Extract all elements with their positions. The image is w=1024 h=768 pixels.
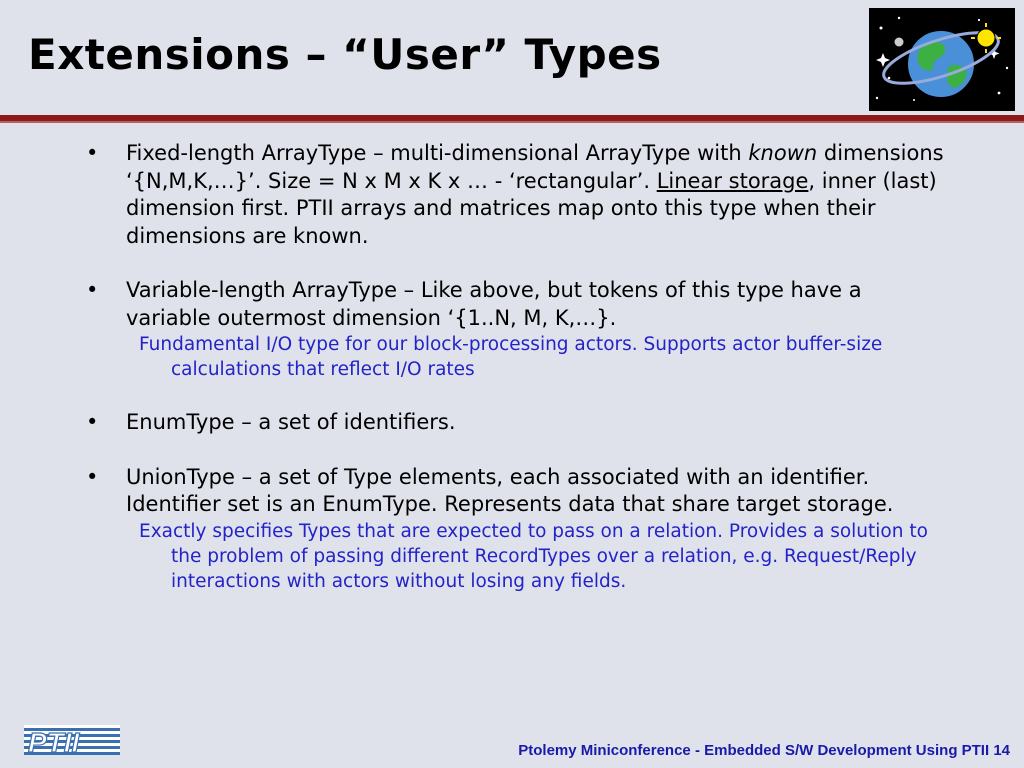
bullet-text: EnumType – a set of identifiers. bbox=[126, 410, 456, 434]
bullet-item bbox=[86, 140, 946, 250]
bullet-text: Variable-length ArrayType – Like above, but tokens of this type have a variable outermost dimension ‘{1..N, M, K,…}. bbox=[126, 278, 862, 330]
bullet-text: dimensions ‘{N,M,K,…}’. Size = N x M x K x … - ‘rectangular’. bbox=[126, 141, 944, 193]
bullet-item bbox=[86, 277, 946, 332]
bullet-symbol: • bbox=[86, 278, 99, 302]
sub-bullet-text: Exactly specifies Types that are expected to pass on a relation. Provides a solution to the problem of passing different RecordTypes over a relation, e.g. Request/Reply interactions with actors without losing any fields. bbox=[139, 520, 928, 592]
bullet-text: Fixed-length ArrayType – multi-dimensional ArrayType with bbox=[126, 141, 749, 165]
bullet-item bbox=[86, 409, 946, 437]
bullet-emphasis: known bbox=[748, 141, 818, 165]
ptii-logo-icon bbox=[24, 723, 120, 757]
bullet-text: , inner (last) dimension first. PTII arrays and matrices map onto this type when their dimensions are known. bbox=[126, 168, 937, 248]
bullet-symbol: • bbox=[86, 141, 99, 165]
ptii-logo-lettering: PTII bbox=[28, 727, 80, 757]
planet-satellite-clipart-icon bbox=[869, 8, 1015, 111]
slide-title: Extensions – “User” Types bbox=[28, 30, 662, 79]
bullet-item bbox=[86, 464, 946, 519]
slide-body bbox=[86, 140, 946, 594]
bullet-symbol: • bbox=[86, 464, 99, 489]
bullet-underline: Linear storage bbox=[656, 168, 809, 193]
slide-footer: Ptolemy Miniconference - Embedded S/W Development Using PTII 14 bbox=[518, 742, 1010, 759]
sub-bullet-text: Fundamental I/O type for our block-processing actors. Supports actor buffer-size calculations that reflect I/O rates bbox=[139, 334, 883, 380]
title-divider-shadow bbox=[0, 121, 1024, 123]
bullet-symbol: • bbox=[86, 410, 99, 434]
bullet-text: UnionType – a set of Type elements, each associated with an identifier. Identifier set is an EnumType. Represents data that share target storage. bbox=[126, 464, 894, 516]
